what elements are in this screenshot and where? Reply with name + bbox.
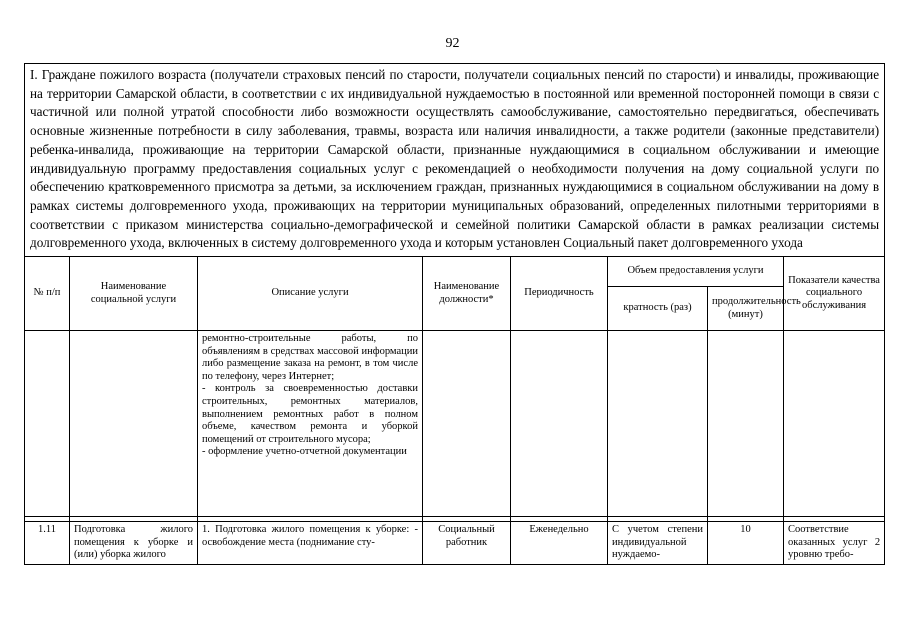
header-description: Описание услуги [198, 257, 423, 331]
description-line: - контроль за своевременностью доставки строительных, ремонтных материалов, выполнением ремонтных работ в полном объеме, качеством ремонта и уборкой помещений от строительного мусора; [202, 383, 418, 445]
description-line: ремонтно-строительные работы, по объявлениям в средствах массовой информации либо размещение заказа на ремонт, в том числе по телефону, через Интернет; [202, 333, 418, 382]
header-quality: Показатели качества социального обслуживания [784, 257, 885, 331]
header-position: Наименование должности* [423, 257, 511, 331]
header-num: № п/п [25, 257, 70, 331]
header-frequency: Периодичность [511, 257, 608, 331]
header-volume: Объем предоставления услуги [608, 257, 784, 287]
table-row [25, 331, 885, 517]
row-num: 1.11 [25, 522, 70, 565]
header-multiplicity: кратность (раз) [608, 287, 708, 331]
row-service-name: Подготовка жилого помещения к уборке и (или) уборка жилого [70, 522, 198, 565]
row-position: Социальный работник [423, 522, 511, 565]
row-multiplicity: С учетом степени индивидуальной нуждаемо- [608, 522, 708, 565]
header-duration: продолжительность (минут) [708, 287, 784, 331]
continued-description [198, 331, 423, 517]
row-description: 1. Подготовка жилого помещения к уборке: - освобождение места (поднимание сту- [198, 522, 423, 565]
row-quality: Соответствие оказанных услуг 2 уровню требо- [784, 522, 885, 565]
row-duration: 10 [708, 522, 784, 565]
category-intro: I. Граждане пожилого возраста (получатели страховых пенсий по старости, получатели социальных пенсий по старости) и инвалиды, проживающие на территории Самарской области, в соответствии с их индивидуальной нуждаемостью в постоянной или временной посторонней помощи в связи с частичной или полной утратой способности либо возможности осуществлять самообслуживание, самостоятельно передвигаться, обеспечивать основные жизненные потребности в силу заболевания, травмы, возраста или наличия инвалидности, а также родители (законные представители) ребенка-инвалида, проживающие на территории Самарской области, признанные нуждающимися в социальном обслуживании и имеющие индивидуальную программу предоставления социальных услуг с рекомендацией о необходимости получения на дому социальной услуги по обеспечению кратковременного присмотра за детьми, за исключением граждан, признанных нуждающимися в социальном обслуживании на дому в рамках системы долговременного ухода, проживающих на территории муниципальных образований, определенных пилотными территориями в соответствии с приказом министерства социально-демографической и семейной политики Самарской области в рамках реализации системы долговременного ухода, включенных в систему долговременного ухода и которым установлен Социальный пакет долговременного ухода [25, 64, 885, 257]
services-table [24, 63, 885, 565]
table-row [25, 522, 885, 565]
header-service-name: Наименование социальной услуги [70, 257, 198, 331]
description-line: - оформление учетно-отчетной документации [202, 446, 407, 458]
page-number: 92 [445, 36, 460, 51]
row-frequency: Еженедельно [511, 522, 608, 565]
